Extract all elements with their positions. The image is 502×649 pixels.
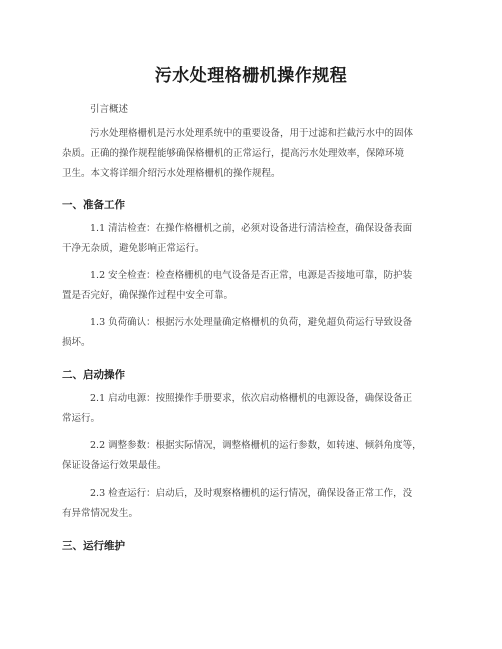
section-2-item-2: 2.2 调整参数：根据实际情况，调整格栅机的运行参数，如转速、倾斜角度等， 保证设备运行效果最佳。 xyxy=(62,440,422,471)
section-heading-2: 二、启动操作 xyxy=(62,369,125,381)
intro-label: 引言概述 xyxy=(90,104,129,115)
section-heading-3: 三、运行维护 xyxy=(62,540,125,552)
section-1-item-2-block xyxy=(62,266,442,306)
intro-paragraph: 污水处理格栅机是污水处理系统中的重要设备，用于过滤和拦截污水中的固体 杂质。正确的操作规程能够确保格栅机的正常运行，提高污水处理效率，保障环境 卫生。本文将详细介绍污水处理格栅机的操作规程。 xyxy=(62,128,414,179)
section-1-item-2: 1.2 安全检查：检查格栅机的电气设备是否正常，电源是否接地可靠，防护装 置是否完好，确保操作过程中安全可靠。 xyxy=(62,270,413,301)
intro-label-block xyxy=(62,100,442,120)
section-2-item-3: 2.3 检查运行：启动后，及时观察格栅机的运行情况，确保设备正常工作，没 有异常情况发生。 xyxy=(62,488,413,519)
document-title: 污水处理格栅机操作规程 xyxy=(154,66,348,86)
section-2-item-2-block xyxy=(62,436,442,476)
section-2-item-1: 2.1 启动电源：按照操作手册要求，依次启动格栅机的电源设备，确保设备正 常运行。 xyxy=(62,393,413,424)
section-1-item-1-block xyxy=(62,219,442,259)
section-1-item-1: 1.1 清洁检查：在操作格栅机之前，必须对设备进行清洁检查，确保设备表面 干净无杂质，避免影响正常运行。 xyxy=(62,223,413,254)
section-1-item-3-block xyxy=(62,313,442,353)
intro-paragraph-block xyxy=(62,124,442,184)
section-2-item-1-block xyxy=(62,389,442,429)
section-heading-1: 一、准备工作 xyxy=(62,199,125,211)
section-2-item-3-block xyxy=(62,484,442,524)
section-1-item-3: 1.3 负荷确认：根据污水处理量确定格栅机的负荷，避免超负荷运行导致设备 损坏。 xyxy=(62,317,413,348)
